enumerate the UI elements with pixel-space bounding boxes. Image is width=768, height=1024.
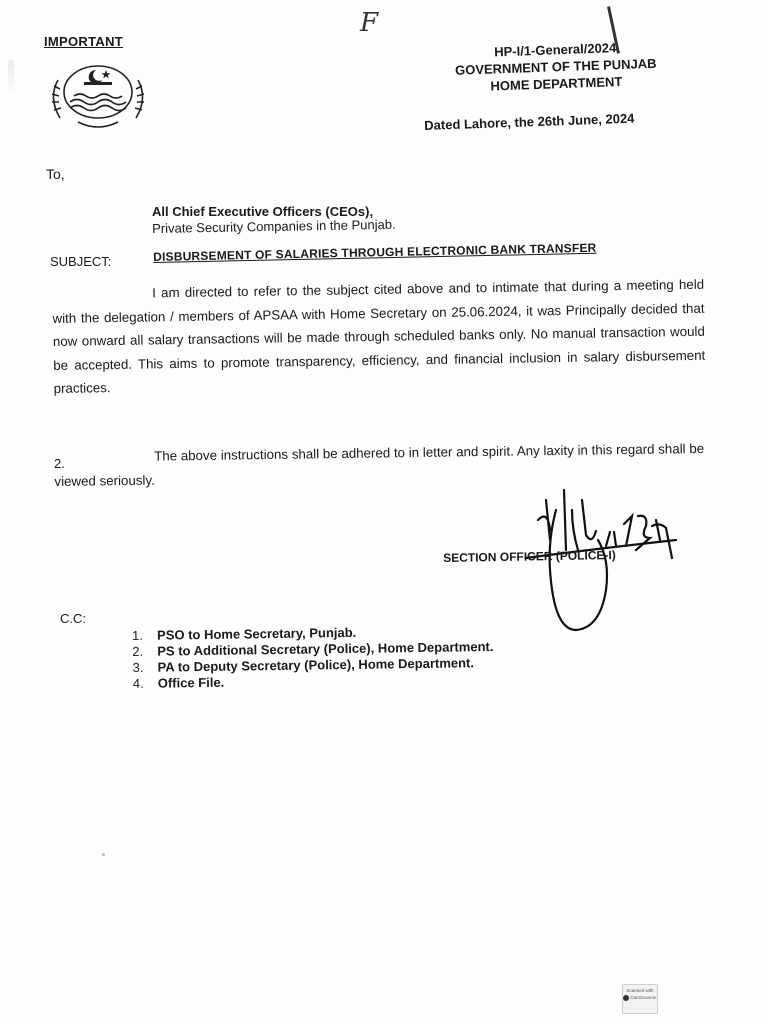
government-name: GOVERNMENT OF THE PUNJAB: [454, 55, 657, 78]
recipient-line-2: Private Security Companies in the Punjab.: [152, 216, 396, 236]
punjab-government-seal-icon: [40, 56, 156, 132]
cc-item-number: 4.: [132, 675, 144, 691]
scan-speck: [102, 853, 105, 856]
reference-number: HP-I/1-General/2024: [493, 40, 617, 60]
handwritten-mark: F: [360, 8, 379, 38]
subject-label: SUBJECT:: [50, 254, 112, 269]
to-label: To,: [46, 166, 65, 182]
priority-label: IMPORTANT: [44, 34, 124, 49]
scanner-brand-text: CamScanner: [630, 995, 657, 1000]
cc-item-text: PA to Deputy Secretary (Police), Home Department.: [157, 655, 475, 675]
scan-shadow: [8, 60, 14, 90]
department-name: HOME DEPARTMENT: [490, 73, 623, 94]
camscanner-logo-icon: [623, 995, 629, 1001]
scanner-brand: [623, 994, 657, 1001]
signatory-designation: SECTION OFFICER (POLICE-I): [443, 547, 616, 565]
subject-text: DISBURSEMENT OF SALARIES THROUGH ELECTRONIC BANK TRANSFER: [153, 240, 597, 264]
recipient-line-1: All Chief Executive Officers (CEOs),: [152, 204, 374, 219]
body-paragraph-1: I am directed to refer to the subject cited above and to intimate that during a meeting held with the delegation / members of APSAA with Home Secretary on 25.06.2024, it was Principally decided that now onward all salary transactions will be made through scheduled banks only. No manual transaction would be accepted. This aims to promote transparency, efficiency, and financial inclusion in salary disbursement practices.: [52, 276, 706, 396]
cc-label: C.C:: [60, 611, 86, 626]
cc-item-number: 2.: [132, 643, 144, 659]
scanner-caption: Scanned with: [626, 988, 654, 993]
date-line: Dated Lahore, the 26th June, 2024: [424, 110, 635, 133]
letterhead: [420, 37, 692, 97]
cc-item-text: PS to Additional Secretary (Police), Home Department.: [157, 638, 494, 659]
cc-item-number: 3.: [132, 659, 144, 675]
paragraph-2-number: 2.: [54, 456, 65, 471]
cc-list: [132, 623, 494, 692]
camscanner-badge: [622, 984, 658, 1014]
cc-item-text: Office File.: [157, 674, 225, 691]
body-paragraph-2-text: The above instructions shall be adhered to in letter and spirit. Any laxity in this regard shall be viewed seriously.: [54, 440, 705, 489]
cc-item-text: PSO to Home Secretary, Punjab.: [156, 624, 357, 643]
cc-item-number: 1.: [132, 627, 144, 643]
